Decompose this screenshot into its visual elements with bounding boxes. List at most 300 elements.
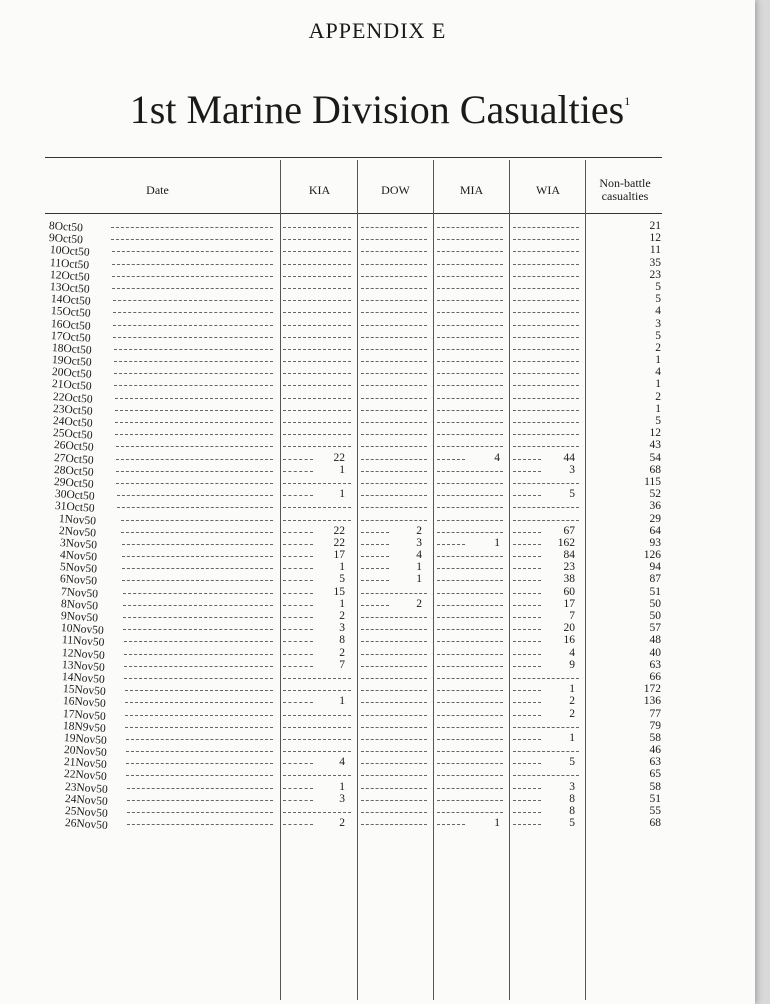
dot-leader	[437, 434, 503, 435]
row-date: 30Oct50	[54, 488, 95, 503]
cell-wia: 44	[563, 451, 575, 464]
dot-leader	[361, 507, 427, 508]
table-row	[45, 232, 675, 247]
cell-non-battle: 5	[655, 329, 661, 342]
row-date: 11Nov50	[61, 634, 105, 650]
dot-leader	[437, 507, 503, 508]
dot-leader	[361, 727, 427, 728]
dot-leader	[127, 824, 273, 825]
dot-leader	[437, 702, 503, 703]
dot-leader	[437, 446, 503, 447]
row-date: 9Oct50	[48, 232, 84, 247]
dot-leader	[513, 434, 579, 435]
dot-leader	[513, 617, 541, 618]
cell-wia: 8	[569, 805, 575, 817]
table-row	[45, 475, 675, 491]
cell-non-battle: 5	[655, 280, 661, 293]
cell-dow: 2	[416, 524, 422, 537]
dot-leader	[513, 824, 541, 825]
dot-leader	[123, 605, 273, 606]
dot-leader	[513, 483, 579, 484]
row-date: 20Nov50	[63, 744, 107, 760]
row-date: 25Nov50	[64, 805, 109, 820]
cell-non-battle: 3	[655, 317, 661, 330]
dot-leader	[361, 666, 427, 667]
dot-leader	[437, 349, 503, 350]
dot-leader	[283, 824, 313, 825]
table-row	[45, 561, 675, 576]
cell-kia: 7	[339, 658, 345, 671]
dot-leader	[283, 593, 313, 594]
dot-leader	[116, 446, 274, 447]
dot-leader	[283, 434, 351, 435]
dot-leader	[361, 629, 427, 630]
cell-non-battle: 1	[655, 378, 661, 391]
dot-leader	[283, 483, 351, 484]
row-date: 4Nov50	[59, 549, 98, 564]
table-row	[45, 585, 675, 601]
cell-wia: 9	[569, 658, 575, 671]
table-row	[45, 512, 675, 528]
dot-leader	[361, 715, 427, 716]
dot-leader	[283, 800, 313, 801]
cell-wia: 67	[563, 524, 575, 537]
row-date: 10Oct50	[49, 244, 90, 260]
dot-leader	[361, 775, 427, 776]
cell-non-battle: 68	[649, 463, 661, 476]
dot-leader	[513, 361, 579, 362]
table-row	[45, 597, 675, 613]
dot-leader	[361, 410, 427, 411]
table-row	[45, 805, 675, 820]
cell-non-battle: 87	[649, 573, 661, 586]
cell-non-battle: 40	[649, 646, 661, 659]
cell-non-battle: 2	[655, 341, 661, 354]
dot-leader	[283, 276, 351, 277]
dot-leader	[361, 763, 427, 764]
cell-kia: 5	[339, 573, 345, 586]
cell-dow: 3	[416, 536, 422, 549]
table-row	[45, 500, 675, 516]
dot-leader	[115, 398, 274, 399]
row-date: 19Nov50	[63, 731, 107, 747]
dot-leader	[513, 325, 579, 326]
table-row	[45, 378, 675, 394]
cell-non-battle: 58	[649, 780, 661, 793]
dot-leader	[121, 532, 273, 533]
dot-leader	[361, 300, 427, 301]
cell-kia: 1	[339, 695, 345, 708]
dot-leader	[437, 251, 503, 252]
dot-leader	[361, 398, 427, 399]
dot-leader	[283, 678, 351, 679]
dot-leader	[112, 288, 273, 289]
dot-leader	[127, 800, 273, 801]
dot-leader	[361, 751, 427, 752]
dot-leader	[361, 361, 427, 362]
dot-leader	[283, 775, 351, 776]
dot-leader	[513, 239, 579, 240]
dot-leader	[283, 605, 313, 606]
dot-leader	[361, 483, 427, 484]
dot-leader	[115, 434, 273, 435]
dot-leader	[361, 654, 427, 655]
cell-wia: 17	[563, 597, 575, 610]
dot-leader	[115, 422, 273, 423]
cell-non-battle: 12	[649, 232, 661, 245]
dot-leader	[513, 532, 541, 533]
dot-leader	[283, 580, 313, 581]
dot-leader	[437, 361, 503, 362]
dot-leader	[513, 666, 541, 667]
row-date: 22Oct50	[52, 390, 93, 406]
cell-kia: 3	[339, 622, 345, 635]
table-row	[45, 305, 675, 321]
row-date: 8Nov50	[60, 597, 99, 613]
dot-leader	[115, 410, 273, 411]
dot-leader	[513, 312, 579, 313]
dot-leader	[513, 788, 541, 789]
dot-leader	[116, 471, 273, 472]
table-row	[45, 293, 675, 308]
dot-leader	[513, 775, 579, 776]
table-row	[45, 683, 675, 699]
dot-leader	[361, 800, 427, 801]
dot-leader	[437, 495, 503, 496]
cell-wia: 4	[569, 646, 575, 659]
dot-leader	[122, 556, 273, 557]
cell-non-battle: 68	[649, 817, 661, 830]
dot-leader	[437, 666, 503, 667]
cell-wia: 38	[563, 573, 575, 586]
dot-leader	[437, 288, 503, 289]
dot-leader	[513, 763, 541, 764]
row-date: 5Nov50	[59, 561, 98, 576]
dot-leader	[437, 264, 503, 265]
header-kia: KIA	[308, 182, 331, 197]
row-date: 6Nov50	[59, 573, 98, 589]
table-row	[45, 719, 675, 735]
casualty-table-body	[45, 220, 675, 833]
row-date: 15Oct50	[50, 305, 91, 321]
cell-non-battle: 63	[649, 658, 661, 671]
table-row	[45, 220, 675, 235]
cell-kia: 22	[333, 536, 345, 549]
dot-leader	[126, 775, 273, 776]
cell-kia: 22	[333, 524, 345, 537]
table-row	[45, 341, 675, 357]
dot-leader	[437, 459, 465, 460]
dot-leader	[283, 251, 351, 252]
dot-leader	[437, 824, 465, 825]
header-non-battle-line1: Non-battle	[599, 176, 651, 190]
table-row	[45, 329, 675, 345]
dot-leader	[124, 666, 273, 667]
table-row	[45, 366, 675, 381]
dot-leader	[122, 544, 274, 545]
dot-leader	[361, 617, 427, 618]
top-rule	[45, 157, 662, 158]
dot-leader	[283, 385, 351, 386]
dot-leader	[283, 629, 313, 630]
dot-leader	[283, 812, 351, 813]
row-date: 16Nov50	[62, 695, 106, 711]
dot-leader	[113, 325, 273, 326]
dot-leader	[283, 690, 351, 691]
cell-non-battle: 1	[655, 354, 661, 367]
dot-leader	[513, 398, 579, 399]
cell-wia: 2	[569, 707, 575, 720]
dot-leader	[437, 800, 503, 801]
dot-leader	[283, 751, 351, 752]
dot-leader	[437, 544, 465, 545]
dot-leader	[126, 763, 273, 764]
dot-leader	[437, 483, 503, 484]
table-row	[45, 268, 675, 284]
table-row	[45, 780, 675, 796]
cell-kia: 1	[339, 488, 345, 501]
cell-kia: 4	[339, 756, 345, 769]
table-row	[45, 463, 675, 479]
cell-wia: 7	[569, 610, 575, 622]
dot-leader	[283, 532, 313, 533]
dot-leader	[513, 739, 541, 740]
row-date: 7Nov50	[60, 585, 98, 601]
dot-leader	[283, 544, 313, 545]
dot-leader	[513, 288, 579, 289]
dot-leader	[283, 264, 351, 265]
table-row	[45, 707, 675, 723]
dot-leader	[127, 812, 273, 813]
cell-wia: 5	[569, 488, 575, 501]
cell-wia: 3	[569, 463, 575, 476]
dot-leader	[361, 788, 427, 789]
row-date: 11Oct50	[49, 256, 90, 272]
dot-leader	[513, 410, 579, 411]
cell-non-battle: 35	[649, 256, 661, 269]
dot-leader	[437, 775, 503, 776]
cell-non-battle: 126	[643, 549, 661, 562]
dot-leader	[513, 812, 541, 813]
page-title	[100, 86, 660, 133]
dot-leader	[513, 800, 541, 801]
dot-leader	[283, 727, 351, 728]
cell-non-battle: 55	[649, 805, 661, 817]
title-footnote-marker: 1	[624, 94, 631, 108]
dot-leader	[361, 422, 427, 423]
dot-leader	[361, 276, 427, 277]
dot-leader	[437, 300, 503, 301]
cell-wia: 5	[569, 756, 575, 769]
dot-leader	[361, 556, 389, 557]
dot-leader	[437, 678, 503, 679]
cell-non-battle: 50	[649, 597, 661, 610]
cell-dow: 1	[416, 561, 422, 574]
dot-leader	[361, 251, 427, 252]
cell-non-battle: 52	[649, 488, 661, 501]
dot-leader	[437, 312, 503, 313]
cell-kia: 2	[339, 817, 345, 830]
header-dow: DOW	[381, 182, 410, 197]
cell-kia: 17	[333, 549, 345, 562]
dot-leader	[437, 593, 503, 594]
dot-leader	[124, 641, 274, 642]
cell-mia: 4	[494, 451, 500, 464]
dot-leader	[437, 690, 503, 691]
table-row	[45, 256, 675, 272]
dot-leader	[125, 690, 274, 691]
appendix-label: APPENDIX E	[308, 18, 447, 43]
cell-wia: 8	[569, 792, 575, 805]
cell-wia: 5	[569, 817, 575, 830]
dot-leader	[283, 471, 313, 472]
dot-leader	[361, 325, 427, 326]
dot-leader	[437, 788, 503, 789]
cell-kia: 1	[339, 463, 345, 476]
dot-leader	[283, 641, 313, 642]
dot-leader	[437, 337, 503, 338]
cell-kia: 22	[333, 451, 345, 464]
dot-leader	[117, 495, 274, 496]
cell-non-battle: 29	[649, 512, 661, 525]
dot-leader	[513, 580, 541, 581]
table-row	[45, 244, 675, 260]
dot-leader	[513, 678, 579, 679]
table-row	[45, 280, 675, 296]
dot-leader	[125, 715, 273, 716]
dot-leader	[283, 361, 351, 362]
dot-leader	[513, 654, 541, 655]
row-date: 13Nov50	[61, 658, 106, 674]
cell-wia: 2	[569, 695, 575, 708]
dot-leader	[513, 264, 579, 265]
dot-leader	[283, 227, 351, 228]
cell-non-battle: 21	[649, 220, 661, 232]
cell-kia: 1	[339, 561, 345, 574]
dot-leader	[361, 337, 427, 338]
row-date: 23Nov50	[64, 780, 108, 796]
row-date: 24Nov50	[64, 792, 108, 808]
table-row	[45, 536, 675, 552]
header-wia: WIA	[536, 182, 560, 197]
row-date: 12Oct50	[49, 268, 90, 284]
dot-leader	[122, 580, 273, 581]
row-date: 24Oct50	[52, 415, 93, 430]
header-date: Date	[146, 182, 169, 197]
cell-non-battle: 36	[649, 500, 661, 513]
cell-wia: 162	[557, 536, 575, 549]
dot-leader	[513, 373, 579, 374]
dot-leader	[283, 702, 313, 703]
table-row	[45, 451, 675, 467]
row-date: 18N9v50	[62, 719, 107, 735]
dot-leader	[126, 739, 274, 740]
dot-leader	[361, 568, 389, 569]
table-row	[45, 768, 675, 784]
cell-non-battle: 79	[649, 719, 661, 732]
cell-non-battle: 136	[643, 695, 661, 708]
cell-non-battle: 4	[655, 305, 661, 318]
dot-leader	[437, 617, 503, 618]
dot-leader	[361, 434, 427, 435]
cell-wia: 1	[569, 683, 575, 696]
dot-leader	[124, 678, 273, 679]
table-row	[45, 695, 675, 711]
dot-leader	[283, 617, 313, 618]
dot-leader	[361, 227, 427, 228]
table-row	[45, 756, 675, 772]
dot-leader	[513, 520, 579, 521]
dot-leader	[437, 520, 503, 521]
dot-leader	[513, 593, 541, 594]
dot-leader	[513, 385, 579, 386]
cell-non-battle: 5	[655, 415, 661, 427]
dot-leader	[513, 227, 579, 228]
row-date: 15Nov50	[62, 683, 106, 699]
row-date: 1Nov50	[58, 512, 97, 528]
cell-wia: 16	[563, 634, 575, 647]
dot-leader	[283, 239, 351, 240]
dot-leader	[283, 325, 351, 326]
row-date: 14Nov50	[61, 670, 106, 686]
row-date: 19Oct50	[51, 354, 92, 369]
table-row	[45, 610, 675, 625]
cell-non-battle: 51	[649, 585, 661, 598]
dot-leader	[114, 373, 273, 374]
dot-leader	[513, 568, 541, 569]
dot-leader	[361, 239, 427, 240]
dot-leader	[513, 629, 541, 630]
dot-leader	[283, 507, 351, 508]
row-date: 17Oct50	[50, 329, 92, 345]
dot-leader	[361, 702, 427, 703]
dot-leader	[513, 495, 541, 496]
cell-non-battle: 2	[655, 390, 661, 403]
dot-leader	[513, 702, 541, 703]
dot-leader	[114, 361, 273, 362]
dot-leader	[283, 459, 313, 460]
dot-leader	[437, 580, 503, 581]
table-row	[45, 317, 675, 333]
dot-leader	[361, 373, 427, 374]
table-row	[45, 488, 675, 503]
row-date: 21Oct50	[51, 378, 93, 394]
dot-leader	[513, 605, 541, 606]
row-date: 16Oct50	[50, 317, 91, 333]
dot-leader	[124, 654, 273, 655]
dot-leader	[361, 812, 427, 813]
dot-leader	[361, 641, 427, 642]
dot-leader	[283, 739, 351, 740]
dot-leader	[283, 495, 313, 496]
table-row	[45, 439, 675, 455]
dot-leader	[361, 349, 427, 350]
dot-leader	[123, 617, 273, 618]
cell-non-battle: 4	[655, 366, 661, 379]
row-date: 26Nov50	[64, 817, 109, 833]
cell-non-battle: 57	[649, 622, 661, 635]
dot-leader	[513, 446, 579, 447]
cell-non-battle: 58	[649, 731, 661, 744]
cell-dow: 1	[416, 573, 422, 586]
table-row	[45, 792, 675, 808]
cell-non-battle: 1	[655, 402, 661, 415]
dot-leader	[111, 227, 273, 228]
dot-leader	[437, 641, 503, 642]
dot-leader	[437, 398, 503, 399]
dot-leader	[437, 239, 503, 240]
cell-non-battle: 23	[649, 268, 661, 281]
